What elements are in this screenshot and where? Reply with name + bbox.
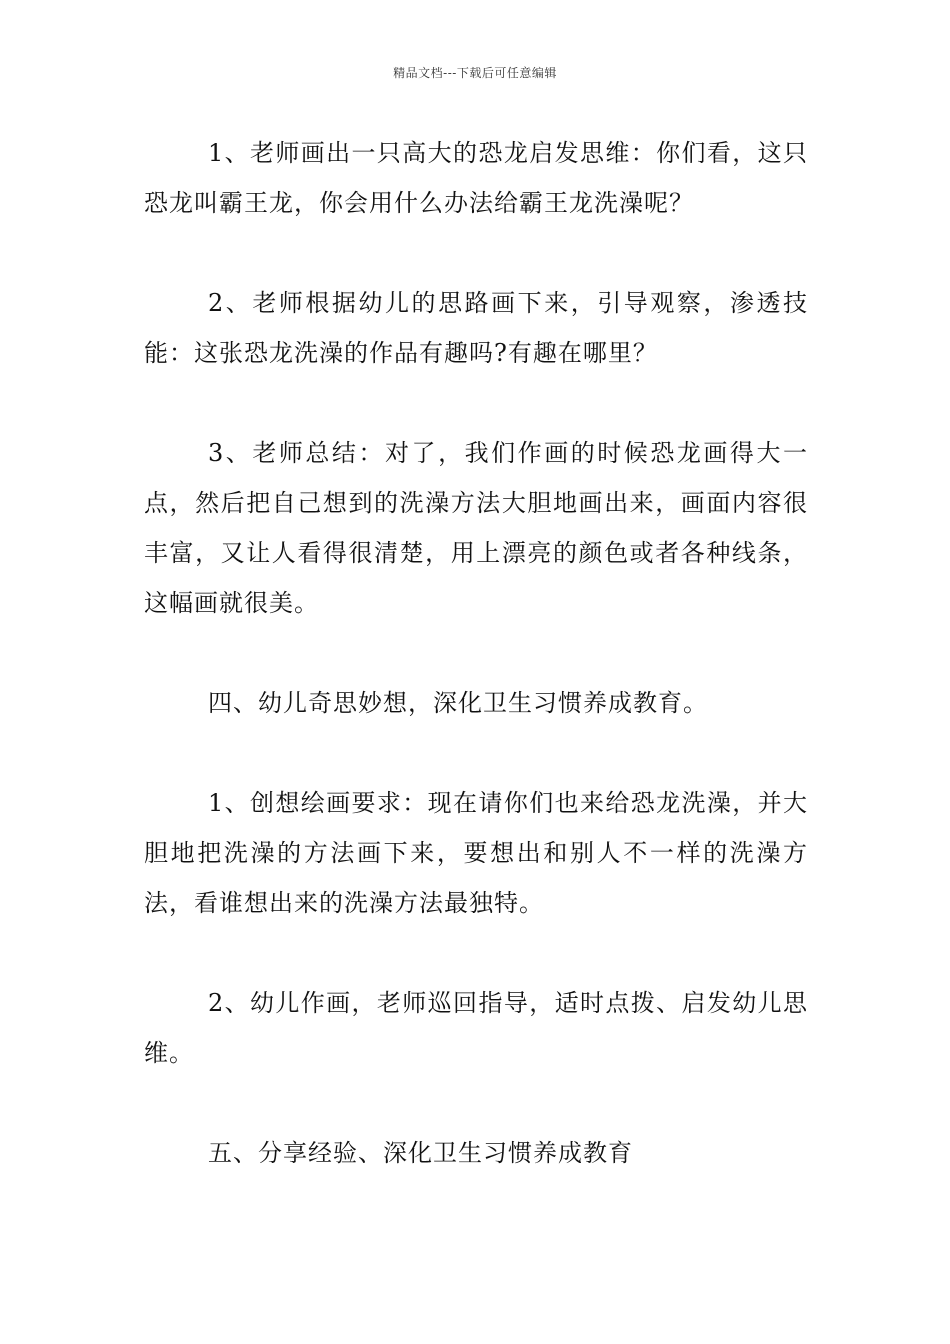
section-heading-four: 四、幼儿奇思妙想，深化卫生习惯养成教育。	[208, 689, 708, 717]
paragraph-children-drawing: 2、幼儿作画，老师巡回指导，适时点拨、启发幼儿思维。	[144, 989, 808, 1067]
paragraph-step-1: 1、老师画出一只高大的恐龙启发思维：你们看，这只恐龙叫霸王龙，你会用什么办法给霸王龙洗澡呢？	[144, 139, 808, 217]
paragraph-step-3: 3、老师总结：对了，我们作画的时候恐龙画得大一点，然后把自己想到的洗澡方法大胆地画出来，画面内容很丰富，又让人看得很清楚，用上漂亮的颜色或者各种线条，这幅画就很美。	[144, 439, 808, 617]
section-heading-five: 五、分享经验、深化卫生习惯养成教育	[208, 1139, 633, 1167]
paragraph-drawing-requirements: 1、创想绘画要求：现在请你们也来给恐龙洗澡，并大胆地把洗澡的方法画下来，要想出和别人不一样的洗澡方法，看谁想出来的洗澡方法最独特。	[144, 789, 808, 917]
document-body	[144, 128, 808, 1228]
page-header: 精品文档---下载后可任意编辑	[393, 66, 557, 80]
paragraph-step-2: 2、老师根据幼儿的思路画下来，引导观察，渗透技能：这张恐龙洗澡的作品有趣吗?有趣在哪里？	[144, 289, 808, 367]
